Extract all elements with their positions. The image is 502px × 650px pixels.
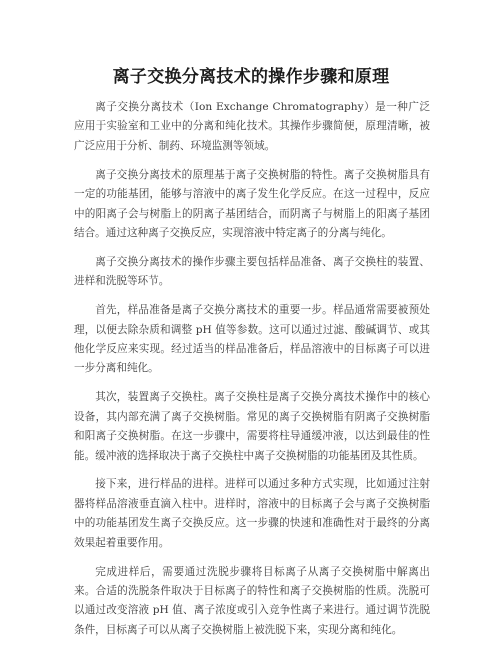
paragraph-intro: 离子交换分离技术（Ion Exchange Chromatography）是一种广泛应用于实验室和工业中的分离和纯化技术。其操作步骤简便，原理清晰，被广泛应用于分析、制药、环境监测等领域。: [74, 101, 430, 152]
document-body: [74, 98, 430, 650]
paragraph-principle: 离子交换分离技术的原理基于离子交换树脂的特性。离子交换树脂具有一定的功能基团，能够与溶液中的离子发生化学反应。在这一过程中，反应中的阳离子会与树脂上的阴离子基团结合，而阴离子与树脂上的阳离子基团结合。通过这种离子交换反应，实现溶液中特定离子的分离与纯化。: [74, 168, 430, 239]
paragraph-elution: 完成进样后，需要通过洗脱步骤将目标离子从离子交换树脂中解离出来。合适的洗脱条件取决于目标离子的特性和离子交换树脂的性质。洗脱可以通过改变溶液 pH 值、离子浓度或引入竞争性离子来进行。通过调节洗脱条件，目标离子可以从离子交换树脂上被洗脱下来，实现分离和纯化。: [74, 565, 430, 636]
paragraph-column-setup: 其次，装置离子交换柱。离子交换柱是离子交换分离技术操作中的核心设备，其内部充满了离子交换树脂。常见的离子交换树脂有阴离子交换树脂和阳离子交换树脂。在这一步骤中，需要将柱导通缓冲液，以达到最佳的性能。缓冲液的选择取决于离子交换柱中离子交换树脂的功能基团及其性质。: [74, 391, 430, 462]
paragraph-steps-overview: 离子交换分离技术的操作步骤主要包括样品准备、离子交换柱的装置、进样和洗脱等环节。: [74, 255, 430, 288]
document-title: 离子交换分离技术的操作步骤和原理: [112, 67, 390, 87]
paragraph-sample-preparation: 首先，样品准备是离子交换分离技术的重要一步。样品通常需要被预处理，以便去除杂质和调整 pH 值等参数。这可以通过过滤、酸碱调节、或其他化学反应来实现。经过适当的样品准备后，样品溶液中的目标离子可以进一步分离和纯化。: [74, 304, 430, 375]
paragraph-sample-injection: 接下来，进行样品的进样。进样可以通过多种方式实现，比如通过注射器将样品溶液垂直滴入柱中。进样时，溶液中的目标离子会与离子交换树脂中的功能基团发生离子交换反应。这一步骤的快速和准确性对于最终的分离效果起着重要作用。: [74, 478, 430, 549]
